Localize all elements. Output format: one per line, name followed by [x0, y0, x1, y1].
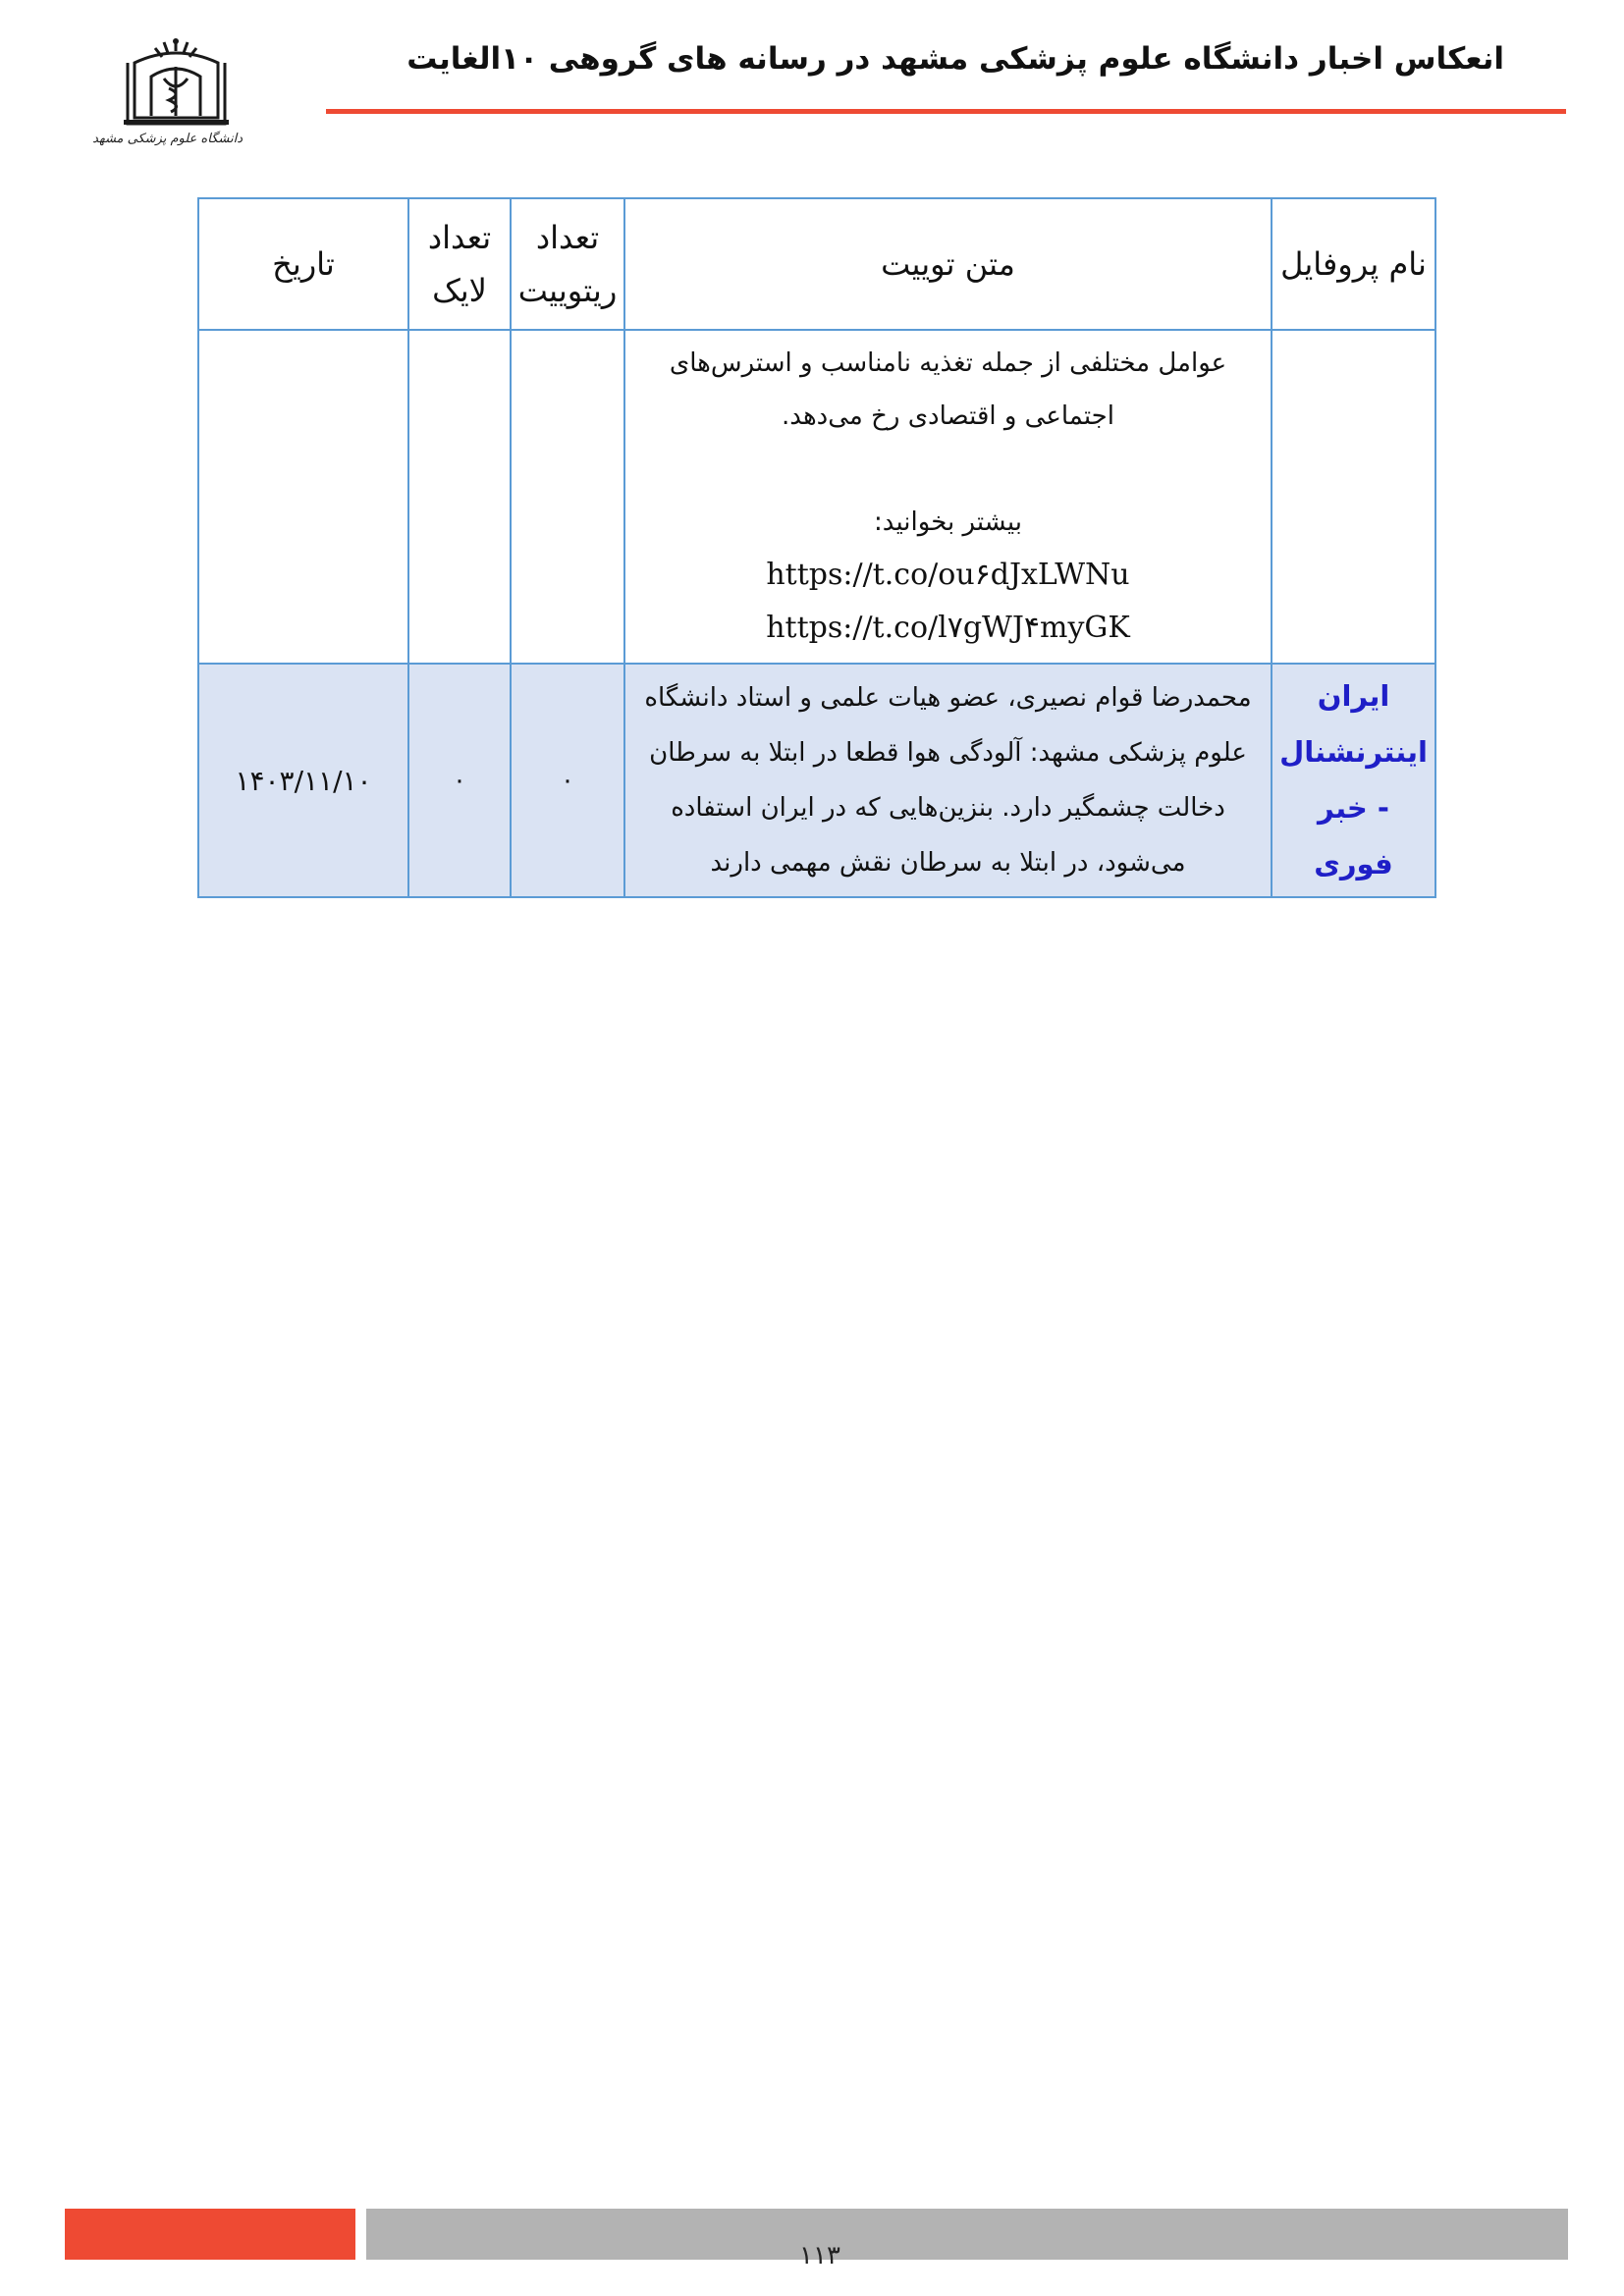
page-number: ۱۱۳: [799, 2241, 840, 2270]
tweets-table: [197, 197, 1436, 898]
footer-gray-bar: [366, 2209, 1568, 2260]
university-logo: [92, 33, 243, 163]
row2-profile-line1: ایران: [1317, 679, 1390, 713]
header-retweets-line1: تعداد: [535, 219, 600, 256]
row1-date: [198, 330, 408, 664]
table-header-row: [198, 198, 1435, 330]
header-likes-line1: تعداد: [427, 219, 492, 256]
header-retweets: [511, 198, 624, 330]
page-header-title: انعکاس اخبار دانشگاه علوم پزشکی مشهد در رسانه های گروهی ۱۰الغایت: [406, 41, 1504, 77]
university-emblem-icon: [110, 33, 243, 132]
row1-retweets: [511, 330, 624, 664]
row1-read-more: بیشتر بخوانید:: [874, 507, 1022, 537]
table-row: [198, 330, 1435, 664]
row1-link-1[interactable]: https://t.co/ou۶dJxLWNu: [766, 558, 1130, 592]
row2-profile[interactable]: [1272, 664, 1435, 897]
header-retweets-line2: ریتوییت: [517, 272, 618, 309]
row2-profile-line2: اینترنشنال: [1279, 735, 1428, 769]
row2-profile-line4: فوری: [1314, 847, 1393, 881]
table-row: [198, 664, 1435, 897]
header-date: تاریخ: [198, 198, 408, 330]
logo-caption: دانشگاه علوم پزشکی مشهد: [92, 132, 243, 146]
row2-date: ۱۴۰۳/۱۱/۱۰: [198, 664, 408, 897]
row1-text-line2: اجتماعی و اقتصادی رخ می‌دهد.: [782, 401, 1114, 431]
row2-tweet-text: محمدرضا قوام نصیری، عضو هیات علمی و استاد دانشگاه علوم پزشکی مشهد: آلودگی هوا قطعا در ابتلا به سرطان دخالت چشمگیر دارد. بنزین‌هایی که در ایران استفاده می‌شود، در ابتلا به سرطان نقش مهمی دارند: [624, 664, 1272, 897]
row2-likes: ۰: [408, 664, 511, 897]
header-rule: [326, 109, 1566, 114]
header-likes: [408, 198, 511, 330]
row1-profile: [1272, 330, 1435, 664]
row2-profile-line3: - خبر: [1318, 791, 1389, 825]
row1-link-2[interactable]: https://t.co/l۷gWJ۴myGK: [766, 611, 1130, 645]
header-text: متن توییت: [624, 198, 1272, 330]
row2-retweets: ۰: [511, 664, 624, 897]
footer-accent-bar: [65, 2209, 355, 2260]
header-profile: نام پروفایل: [1272, 198, 1435, 330]
header-likes-line2: لایک: [432, 272, 487, 309]
row1-tweet-text: [624, 330, 1272, 664]
row1-text-spacer: [637, 443, 1259, 496]
row1-likes: [408, 330, 511, 664]
row1-text-line1: عوامل مختلفی از جمله تغذیه نامناسب و استرس‌های: [669, 348, 1227, 378]
